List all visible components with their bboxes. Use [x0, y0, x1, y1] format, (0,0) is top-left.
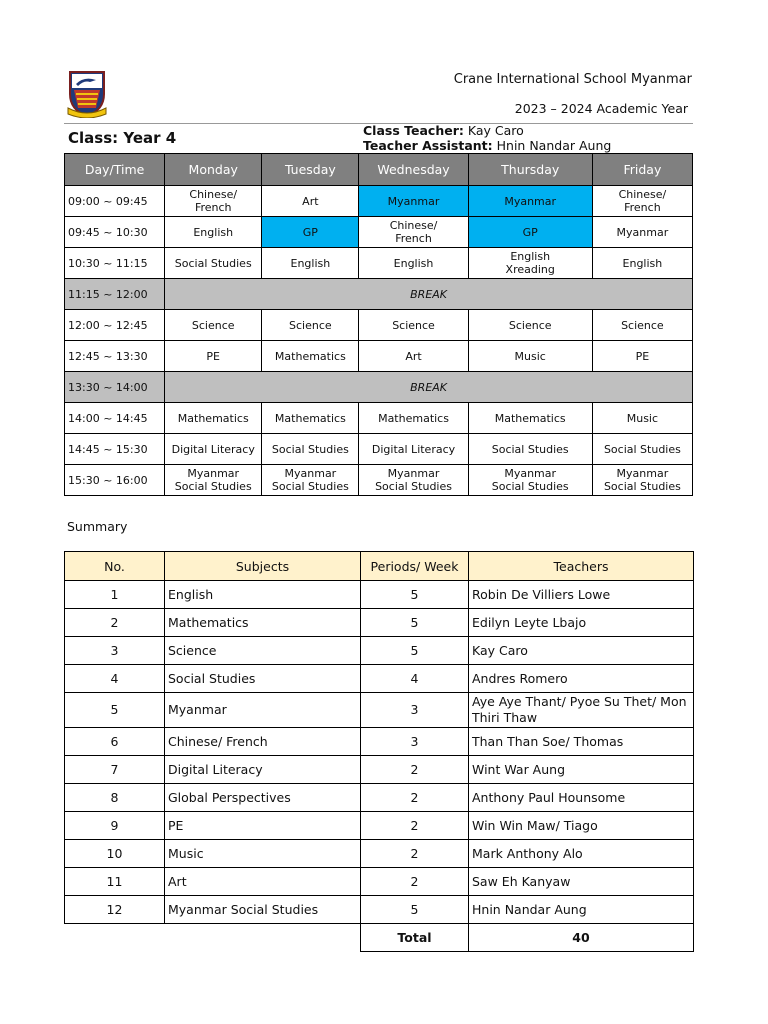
lesson-cell: PE: [592, 341, 692, 372]
lesson-cell: PE: [165, 341, 262, 372]
subject-name: Digital Literacy: [165, 756, 361, 784]
lesson-cell: Art: [262, 186, 359, 217]
teacher-names: Mark Anthony Alo: [469, 840, 694, 868]
time-slot: 14:00 ~ 14:45: [65, 403, 165, 434]
timetable-header: Friday: [592, 154, 692, 186]
teacher-names: Robin De Villiers Lowe: [469, 581, 694, 609]
timetable-row: [65, 372, 693, 403]
summary-row: [65, 609, 694, 637]
lesson-cell: Digital Literacy: [359, 434, 468, 465]
periods-per-week: 5: [361, 896, 469, 924]
timetable-header: Wednesday: [359, 154, 468, 186]
row-number: 3: [65, 637, 165, 665]
lesson-cell: Music: [468, 341, 592, 372]
lesson-cell: Social Studies: [592, 434, 692, 465]
row-number: 11: [65, 868, 165, 896]
lesson-cell: Science: [165, 310, 262, 341]
lesson-cell: Mathematics: [262, 341, 359, 372]
school-crest-icon: [66, 68, 108, 118]
timetable-row: [65, 310, 693, 341]
time-slot: 10:30 ~ 11:15: [65, 248, 165, 279]
lesson-cell: Myanmar Social Studies: [262, 465, 359, 496]
lesson-cell: English: [359, 248, 468, 279]
teacher-assistant-label: Teacher Assistant:: [363, 138, 493, 153]
row-number: 12: [65, 896, 165, 924]
timetable-row: [65, 434, 693, 465]
lesson-cell: Chinese/ French: [359, 217, 468, 248]
subject-name: Social Studies: [165, 665, 361, 693]
subject-name: English: [165, 581, 361, 609]
time-slot: 13:30 ~ 14:00: [65, 372, 165, 403]
lesson-cell: Social Studies: [262, 434, 359, 465]
periods-per-week: 3: [361, 728, 469, 756]
row-number: 10: [65, 840, 165, 868]
periods-per-week: 5: [361, 581, 469, 609]
lesson-cell: Myanmar: [359, 186, 468, 217]
summary-row: [65, 868, 694, 896]
periods-per-week: 2: [361, 784, 469, 812]
lesson-cell: Myanmar: [592, 217, 692, 248]
teacher-names: Edilyn Leyte Lbajo: [469, 609, 694, 637]
time-slot: 14:45 ~ 15:30: [65, 434, 165, 465]
teacher-names: Wint War Aung: [469, 756, 694, 784]
row-number: 4: [65, 665, 165, 693]
lesson-cell: English: [262, 248, 359, 279]
periods-per-week: 2: [361, 756, 469, 784]
row-number: 9: [65, 812, 165, 840]
row-number: 7: [65, 756, 165, 784]
teacher-names: Andres Romero: [469, 665, 694, 693]
total-label: Total: [361, 924, 469, 952]
subject-name: Chinese/ French: [165, 728, 361, 756]
summary-header: No.: [65, 552, 165, 581]
subject-name: Mathematics: [165, 609, 361, 637]
lesson-cell: English: [165, 217, 262, 248]
summary-row: [65, 637, 694, 665]
lesson-cell: Myanmar Social Studies: [359, 465, 468, 496]
timetable-header: Tuesday: [262, 154, 359, 186]
timetable-row: [65, 186, 693, 217]
teacher-names: Than Than Soe/ Thomas: [469, 728, 694, 756]
summary-table: [64, 551, 694, 952]
subject-name: Myanmar Social Studies: [165, 896, 361, 924]
subject-name: PE: [165, 812, 361, 840]
academic-year: 2023 – 2024 Academic Year: [514, 101, 688, 116]
lesson-cell: Mathematics: [359, 403, 468, 434]
summary-row: [65, 896, 694, 924]
lesson-cell: English: [592, 248, 692, 279]
lesson-cell: Chinese/ French: [592, 186, 692, 217]
summary-row: [65, 784, 694, 812]
lesson-cell: Myanmar Social Studies: [592, 465, 692, 496]
lesson-cell: Digital Literacy: [165, 434, 262, 465]
timetable-row: [65, 279, 693, 310]
teacher-info: [363, 123, 611, 153]
class-teacher-name: Kay Caro: [467, 123, 524, 138]
break-cell: BREAK: [165, 279, 693, 310]
time-slot: 11:15 ~ 12:00: [65, 279, 165, 310]
lesson-cell: Social Studies: [468, 434, 592, 465]
timetable-row: [65, 217, 693, 248]
row-number: 2: [65, 609, 165, 637]
summary-row: [65, 665, 694, 693]
lesson-cell: Science: [359, 310, 468, 341]
lesson-cell: GP: [262, 217, 359, 248]
lesson-cell: Myanmar: [468, 186, 592, 217]
time-slot: 12:45 ~ 13:30: [65, 341, 165, 372]
periods-per-week: 2: [361, 812, 469, 840]
lesson-cell: Mathematics: [468, 403, 592, 434]
lesson-cell: English Xreading: [468, 248, 592, 279]
subject-name: Music: [165, 840, 361, 868]
timetable-header: Thursday: [468, 154, 592, 186]
subject-name: Global Perspectives: [165, 784, 361, 812]
timetable-row: [65, 465, 693, 496]
class-teacher-label: Class Teacher:: [363, 123, 464, 138]
lesson-cell: Music: [592, 403, 692, 434]
periods-per-week: 2: [361, 868, 469, 896]
class-label: Class: Year 4: [68, 129, 177, 147]
lesson-cell: Chinese/ French: [165, 186, 262, 217]
subject-name: Art: [165, 868, 361, 896]
lesson-cell: Myanmar Social Studies: [165, 465, 262, 496]
row-number: 5: [65, 693, 165, 728]
lesson-cell: Mathematics: [165, 403, 262, 434]
timetable-row: [65, 403, 693, 434]
teacher-assistant-name: Hnin Nandar Aung: [496, 138, 612, 153]
summary-row: [65, 840, 694, 868]
summary-row: [65, 581, 694, 609]
blank-cell: [65, 924, 361, 952]
break-cell: BREAK: [165, 372, 693, 403]
timetable-header: Day/Time: [65, 154, 165, 186]
total-value: 40: [469, 924, 694, 952]
summary-row: [65, 756, 694, 784]
row-number: 6: [65, 728, 165, 756]
periods-per-week: 5: [361, 609, 469, 637]
row-number: 1: [65, 581, 165, 609]
subject-name: Myanmar: [165, 693, 361, 728]
teacher-names: Aye Aye Thant/ Pyoe Su Thet/ Mon Thiri Thaw: [469, 693, 694, 728]
lesson-cell: GP: [468, 217, 592, 248]
lesson-cell: Science: [592, 310, 692, 341]
summary-row: [65, 693, 694, 728]
summary-header: Teachers: [469, 552, 694, 581]
summary-row: [65, 812, 694, 840]
summary-total-row: [65, 924, 694, 952]
periods-per-week: 4: [361, 665, 469, 693]
summary-header: Subjects: [165, 552, 361, 581]
time-slot: 09:00 ~ 09:45: [65, 186, 165, 217]
time-slot: 12:00 ~ 12:45: [65, 310, 165, 341]
timetable-header: Monday: [165, 154, 262, 186]
summary-header: Periods/ Week: [361, 552, 469, 581]
lesson-cell: Science: [262, 310, 359, 341]
summary-label: Summary: [67, 519, 128, 534]
teacher-names: Win Win Maw/ Tiago: [469, 812, 694, 840]
teacher-names: Hnin Nandar Aung: [469, 896, 694, 924]
teacher-names: Anthony Paul Hounsome: [469, 784, 694, 812]
summary-row: [65, 728, 694, 756]
lesson-cell: Mathematics: [262, 403, 359, 434]
teacher-names: Saw Eh Kanyaw: [469, 868, 694, 896]
timetable-header-row: [65, 154, 693, 186]
periods-per-week: 5: [361, 637, 469, 665]
time-slot: 09:45 ~ 10:30: [65, 217, 165, 248]
teacher-names: Kay Caro: [469, 637, 694, 665]
time-slot: 15:30 ~ 16:00: [65, 465, 165, 496]
school-name: Crane International School Myanmar: [453, 72, 692, 87]
periods-per-week: 3: [361, 693, 469, 728]
row-number: 8: [65, 784, 165, 812]
lesson-cell: Science: [468, 310, 592, 341]
timetable: [64, 153, 693, 496]
lesson-cell: Myanmar Social Studies: [468, 465, 592, 496]
periods-per-week: 2: [361, 840, 469, 868]
lesson-cell: Social Studies: [165, 248, 262, 279]
lesson-cell: Art: [359, 341, 468, 372]
timetable-row: [65, 341, 693, 372]
timetable-row: [65, 248, 693, 279]
subject-name: Science: [165, 637, 361, 665]
summary-header-row: [65, 552, 694, 581]
